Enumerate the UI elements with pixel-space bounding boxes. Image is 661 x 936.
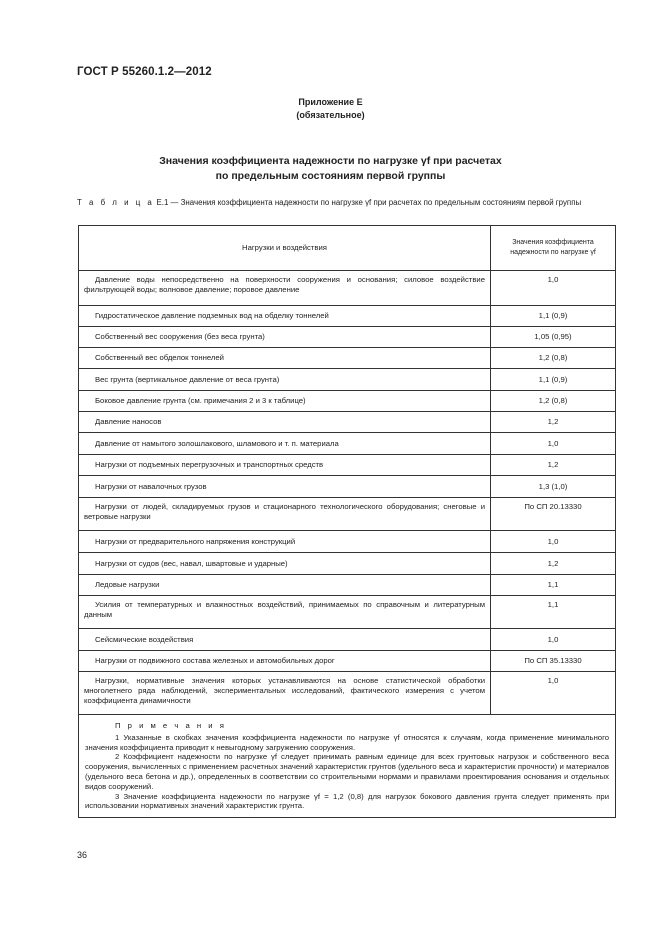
table-row [79,498,616,531]
appendix-status: (обязательное) [296,110,365,120]
table-row [79,531,616,553]
table-row [79,596,616,629]
factor-cell: 1,0 [491,629,616,651]
page-number: 36 [77,850,88,860]
appendix-heading [0,96,661,122]
note-3: 3 Значение коэффициента надежности по нагрузке γf = 1,2 (0,8) для нагрузок бокового давления грунта следует применять при использовании нормативных значений характеристик грунта. [85,791,609,811]
table-row [79,348,616,369]
col-header-factor: Значения коэффициента надежности по нагрузке γf [491,226,616,271]
table-row [79,433,616,455]
appendix-label: Приложение Е [298,97,363,107]
col-header-loads: Нагрузки и воздействия [79,226,491,271]
load-cell: Нагрузки от людей, складируемых грузов и стационарного технологического оборудования; снеговые и ветровые нагрузки [79,498,491,531]
table-body [79,271,616,715]
table-row [79,271,616,306]
table-row [79,306,616,327]
load-cell: Давление от намытого золошлакового, шламового и т. п. материала [79,433,491,455]
load-cell: Давление воды непосредственно на поверхности сооружения и основания; силовое воздействие фильтрующей воды; волновое давление; поровое давление [79,271,491,306]
factor-cell: 1,2 [491,455,616,476]
load-cell: Боковое давление грунта (см. примечания 2 и 3 к таблице) [79,391,491,412]
load-cell: Вес грунта (вертикальное давление от веса грунта) [79,369,491,391]
table-row [79,575,616,596]
load-cell: Нагрузки от судов (вес, навал, швартовые и ударные) [79,553,491,575]
factor-cell: 1,2 (0,8) [491,348,616,369]
factor-cell: 1,1 [491,596,616,629]
table-header-row [79,226,616,271]
factor-cell: 1,1 (0,9) [491,369,616,391]
load-cell: Нагрузки от подвижного состава железных и автомобильных дорог [79,651,491,672]
table-row [79,672,616,715]
factor-cell: 1,05 (0,95) [491,327,616,348]
factor-cell: 1,3 (1,0) [491,476,616,498]
load-cell: Нагрузки от предварительного напряжения конструкций [79,531,491,553]
section-title [0,154,661,183]
table-row [79,369,616,391]
factor-cell: 1,1 [491,575,616,596]
load-cell: Ледовые нагрузки [79,575,491,596]
notes-heading: П р и м е ч а н и я [115,721,227,730]
load-cell: Давление наносов [79,412,491,433]
factor-cell: 1,2 [491,553,616,575]
table-row [79,412,616,433]
table-row [79,455,616,476]
table-row [79,476,616,498]
notes-row [79,715,616,818]
table-caption-prefix: Т а б л и ц а [77,198,155,207]
table-caption-text: Е.1 — Значения коэффициента надежности по нагрузке γf при расчетах по предельным состояниям первой группы [154,198,582,207]
factor-cell: 1,2 [491,412,616,433]
load-cell: Собственный вес обделок тоннелей [79,348,491,369]
table-notes [79,715,616,818]
note-2: 2 Коэффициент надежности по нагрузке γf следует принимать равным единице для всех грунтовых нагрузок и собственного веса сооружения, вычисленных с применением расчетных значений характеристик грунтов (удельного веса и характеристик прочности) и материалов (удельного веса бетона и др.), определенных в соответствии со строительными нормами и правилами проектирования основания и отдельных видов сооружений. [85,752,609,791]
factor-cell: 1,0 [491,672,616,715]
load-cell: Нагрузки от навалочных грузов [79,476,491,498]
factor-cell: 1,2 (0,8) [491,391,616,412]
table-row [79,629,616,651]
table-caption [77,197,615,208]
load-factor-table [78,225,616,818]
table-row [79,553,616,575]
load-cell: Нагрузки, нормативные значения которых устанавливаются на основе статистической обработки многолетнего ряда наблюдений, экспериментальных исследований, фактического измерения с учетом коэффициента динамичности [79,672,491,715]
factor-cell: 1,0 [491,433,616,455]
title-line-2: по предельным состояниям первой группы [215,169,446,182]
title-line-1: Значения коэффициента надежности по нагрузке γf при расчетах [159,155,502,167]
load-cell: Собственный вес сооружения (без веса грунта) [79,327,491,348]
load-cell: Гидростатическое давление подземных вод на обделку тоннелей [79,306,491,327]
document-code: ГОСТ Р 55260.1.2—2012 [77,66,212,78]
factor-cell: 1,1 (0,9) [491,306,616,327]
note-1: 1 Указанные в скобках значения коэффициента надежности по нагрузке γf относятся к случаям, когда применение минимального значения коэффициента приводит к невыгодному загружению сооружения. [85,732,609,752]
load-cell: Усилия от температурных и влажностных воздействий, принимаемых по справочным и литературным данным [79,596,491,629]
load-cell: Сейсмические воздействия [79,629,491,651]
factor-cell: По СП 35.13330 [491,651,616,672]
table-row [79,651,616,672]
factor-cell: 1,0 [491,531,616,553]
factor-cell: 1,0 [491,271,616,306]
table-row [79,391,616,412]
factor-cell: По СП 20.13330 [491,498,616,531]
load-cell: Нагрузки от подъемных перегрузочных и транспортных средств [79,455,491,476]
table-row [79,327,616,348]
